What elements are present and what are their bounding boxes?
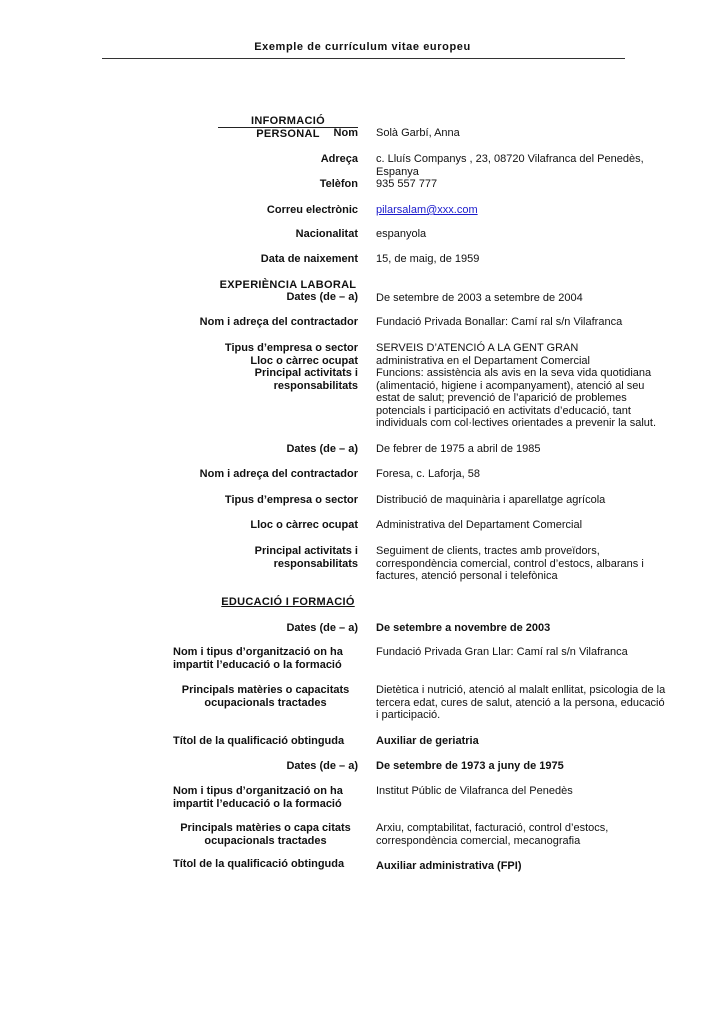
job1-detail-line: Funcions: assistència als avis en la seva vida quotidiana: [376, 367, 652, 379]
job2-activities-value: [376, 545, 676, 583]
job2-employer-value: Foresa, c. Laforja, 58: [376, 468, 480, 480]
birth-label: Data de naixement: [260, 253, 358, 265]
email-value: [376, 204, 676, 217]
job1-detail-line: SERVEIS D’ATENCIÓ A LA GENT GRAN: [376, 342, 579, 354]
edu1-subjects-value: [376, 684, 676, 722]
job2-sector-value: Distribució de maquinària i aparellatge agrícola: [376, 494, 606, 506]
edu2-qualification-value: Auxiliar administrativa (FPI): [376, 860, 522, 872]
education-section-heading: EDUCACIÓ I FORMACIÓ: [221, 596, 355, 608]
edu2-subjects-label: [173, 822, 358, 847]
personal-section-heading: INFORMACIÓ PERSONAL: [251, 115, 325, 140]
edu2-org-label: [173, 785, 358, 810]
edu1-subject-line: i participació.: [376, 709, 441, 721]
edu1-org-label-line: Nom i tipus d’organització on ha: [173, 646, 343, 658]
edu2-subject-line: Arxiu, comptabilitat, facturació, control d’estocs,: [376, 822, 609, 834]
edu2-dates-label: Dates (de – a): [286, 760, 358, 772]
job1-detail-line: administrativa en el Departament Comercial: [376, 354, 590, 367]
edu1-subjects-label: [173, 684, 358, 709]
job1-detail-line: individuals com col·lectives orientades a prevenir la salut.: [376, 417, 657, 429]
job1-activities-label: responsabilitats: [273, 379, 358, 392]
edu1-org-label: [173, 646, 358, 671]
job1-detail-line: (alimentació, higiene i acompanyament), atenció al seu: [376, 379, 645, 392]
job1-detail-line: potencials i participació en activitats d’educació, tant: [376, 404, 631, 417]
job2-dates-label: Dates (de – a): [286, 443, 358, 455]
edu1-subject-line: Dietètica i nutrició, atenció al malalt enllitat, psicologia de la: [376, 684, 666, 696]
nationality-value: espanyola: [376, 228, 427, 240]
nationality-label: Nacionalitat: [295, 228, 358, 240]
edu1-subjects-label-line: ocupacionals tractades: [204, 696, 327, 709]
address-label: Adreça: [320, 153, 358, 165]
edu2-org-value: Institut Públic de Vilafranca del Penedès: [376, 785, 573, 797]
email-link[interactable]: pilarsalam@xxx.com: [376, 204, 478, 216]
job2-activities-label: [170, 545, 358, 570]
job1-position-label: Lloc o càrrec ocupat: [250, 354, 358, 367]
edu1-org-label-line: impartit l’educació o la formació: [173, 658, 342, 671]
job1-details-value: [376, 342, 686, 430]
edu2-subjects-value: [376, 822, 676, 847]
job2-employer-label: Nom i adreça del contractador: [199, 468, 358, 480]
edu2-org-label-line: impartit l’educació o la formació: [173, 797, 342, 810]
job1-sector-label: Tipus d’empresa o sector: [224, 342, 358, 354]
edu2-subjects-label-line: ocupacionals tractades: [204, 834, 327, 847]
job2-position-value: Administrativa del Departament Comercial: [376, 519, 583, 531]
job1-labels-block: [170, 342, 358, 392]
edu1-subject-line: tercera edat, cures de salut, atenció a la persona, educació: [376, 696, 665, 709]
job1-dates-label: Dates (de – a): [286, 291, 358, 303]
job1-employer-label: Nom i adreça del contractador: [199, 316, 358, 328]
job1-dates-value: De setembre de 2003 a setembre de 2004: [376, 292, 583, 304]
edu1-dates-label: Dates (de – a): [286, 622, 358, 634]
edu1-org-value: Fundació Privada Gran Llar: Camí ral s/n Vilafranca: [376, 646, 628, 658]
address-line: c. Lluís Companys , 23, 08720 Vilafranca del Penedès,: [376, 153, 644, 165]
job2-sector-label: Tipus d’empresa o sector: [224, 494, 358, 506]
edu2-qualification-label: Títol de la qualificació obtinguda: [173, 858, 345, 870]
edu2-dates-value: De setembre de 1973 a juny de 1975: [376, 760, 564, 772]
edu1-qualification-value: Auxiliar de geriatria: [376, 735, 479, 747]
edu1-subjects-label-line: Principals matèries o capacitats: [181, 684, 350, 696]
edu1-qualification-label: Títol de la qualificació obtinguda: [173, 735, 345, 747]
job2-position-label: Lloc o càrrec ocupat: [250, 519, 358, 531]
job2-activity-line: Seguiment de clients, tractes amb proveïdors,: [376, 545, 600, 557]
job1-activities-label: Principal activitats i: [254, 367, 358, 379]
edu2-org-label-line: Nom i tipus d’organització on ha: [173, 785, 343, 797]
job2-activities-label-line: responsabilitats: [273, 557, 358, 570]
job2-activities-label-line: Principal activitats i: [254, 545, 358, 557]
address-value: [376, 153, 676, 178]
phone-value: 935 557 777: [376, 178, 438, 190]
job2-activity-line: factures, atenció personal i telefònica: [376, 570, 558, 582]
edu1-dates-value: De setembre a novembre de 2003: [376, 622, 551, 634]
job1-employer-value: Fundació Privada Bonallar: Camí ral s/n Vilafranca: [376, 316, 623, 328]
name-value: Solà Garbí, Anna: [376, 127, 460, 139]
job2-activity-line: correspondència comercial, control d’estocs, albarans i: [376, 557, 644, 570]
edu2-subjects-label-line: Principals matèries o capa citats: [180, 822, 351, 834]
experience-section-heading: EXPERIÈNCIA LABORAL: [219, 279, 357, 291]
address-line: Espanya: [376, 165, 419, 178]
edu2-subject-line: correspondència comercial, mecanografia: [376, 834, 581, 847]
page-title: Exemple de currículum vitae europeu: [254, 41, 471, 53]
email-label: Correu electrònic: [266, 204, 358, 216]
title-divider: [102, 58, 625, 59]
job1-detail-line: estat de salut; prevenció de l’aparició de problemes: [376, 392, 627, 404]
phone-label: Telèfon: [319, 178, 358, 190]
job2-dates-value: De febrer de 1975 a abril de 1985: [376, 443, 541, 455]
birth-value: 15, de maig, de 1959: [376, 253, 480, 265]
name-label: Nom: [333, 127, 358, 139]
